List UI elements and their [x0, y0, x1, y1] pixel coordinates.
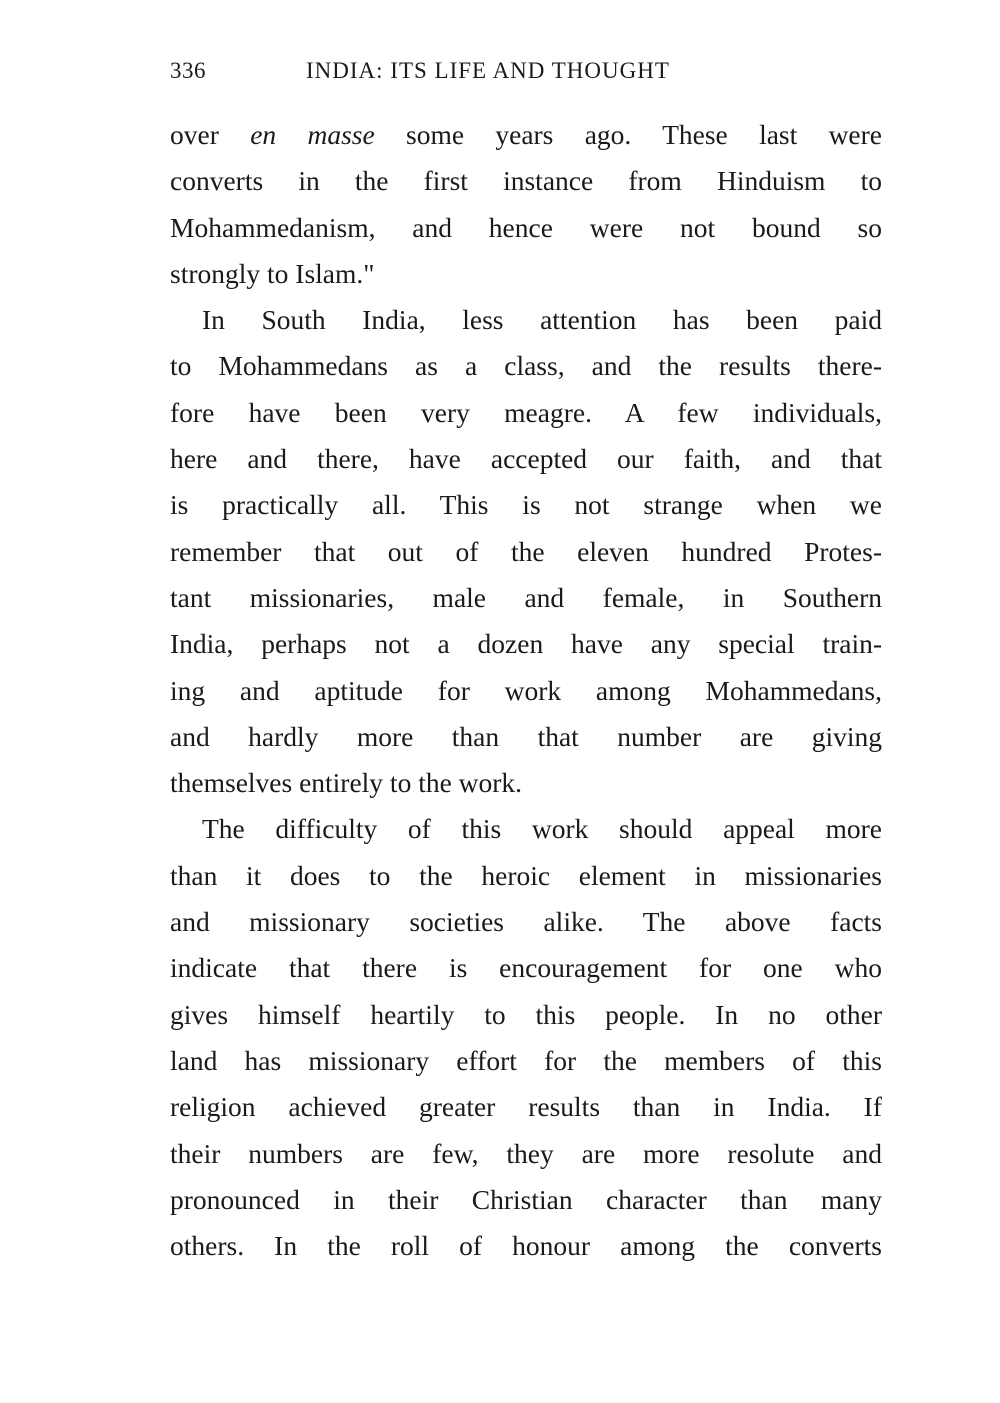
paragraph-3 — [170, 806, 882, 1269]
text-line: indicate that there is encouragement for one who — [170, 952, 882, 984]
text-line: their numbers are few, they are more resolute and — [170, 1137, 882, 1169]
page-number: 336 — [170, 58, 206, 83]
text-line: themselves entirely to the work. — [170, 767, 523, 799]
text-line: pronounced in their Christian character than many — [170, 1183, 882, 1215]
text-line: to Mohammedans as a class, and the results there- — [170, 350, 882, 382]
text-line: here and there, have accepted our faith, and that — [170, 443, 882, 475]
text-line: strongly to Islam." — [170, 257, 375, 289]
text-line: gives himself heartily to this people. In no other — [170, 998, 882, 1030]
italic-phrase: en masse — [250, 119, 375, 150]
text-line: than it does to the heroic element in missionaries — [170, 859, 882, 891]
text-line: religion achieved greater results than in India. If — [170, 1091, 882, 1123]
text-line: ing and aptitude for work among Mohammedans, — [170, 674, 882, 706]
text-line: India, perhaps not a dozen have any special train- — [170, 628, 882, 660]
text-line: tant missionaries, male and female, in Southern — [170, 581, 882, 613]
text-line: converts in the first instance from Hinduism to — [170, 165, 882, 197]
text-line: remember that out of the eleven hundred Protes- — [170, 535, 882, 567]
text-line: In South India, less attention has been paid — [202, 304, 882, 336]
text-line: is practically all. This is not strange when we — [170, 489, 882, 521]
text-line: and hardly more than that number are giving — [170, 720, 882, 752]
text-line: and missionary societies alike. The above facts — [170, 906, 882, 938]
text-line: land has missionary effort for the members of this — [170, 1044, 882, 1076]
text-line: others. In the roll of honour among the converts — [170, 1230, 882, 1262]
running-head — [170, 58, 882, 88]
running-title: INDIA: ITS LIFE AND THOUGHT — [306, 58, 670, 83]
text-line: over en masse some years ago. These last were — [170, 119, 882, 150]
text-line: fore have been very meagre. A few individuals, — [170, 396, 882, 428]
paragraph-1 — [170, 112, 882, 297]
paragraph-2 — [170, 297, 882, 806]
body-text — [170, 112, 882, 1269]
text-line: The difficulty of this work should appeal more — [202, 813, 882, 845]
text-line: Mohammedanism, and hence were not bound so — [170, 211, 882, 243]
